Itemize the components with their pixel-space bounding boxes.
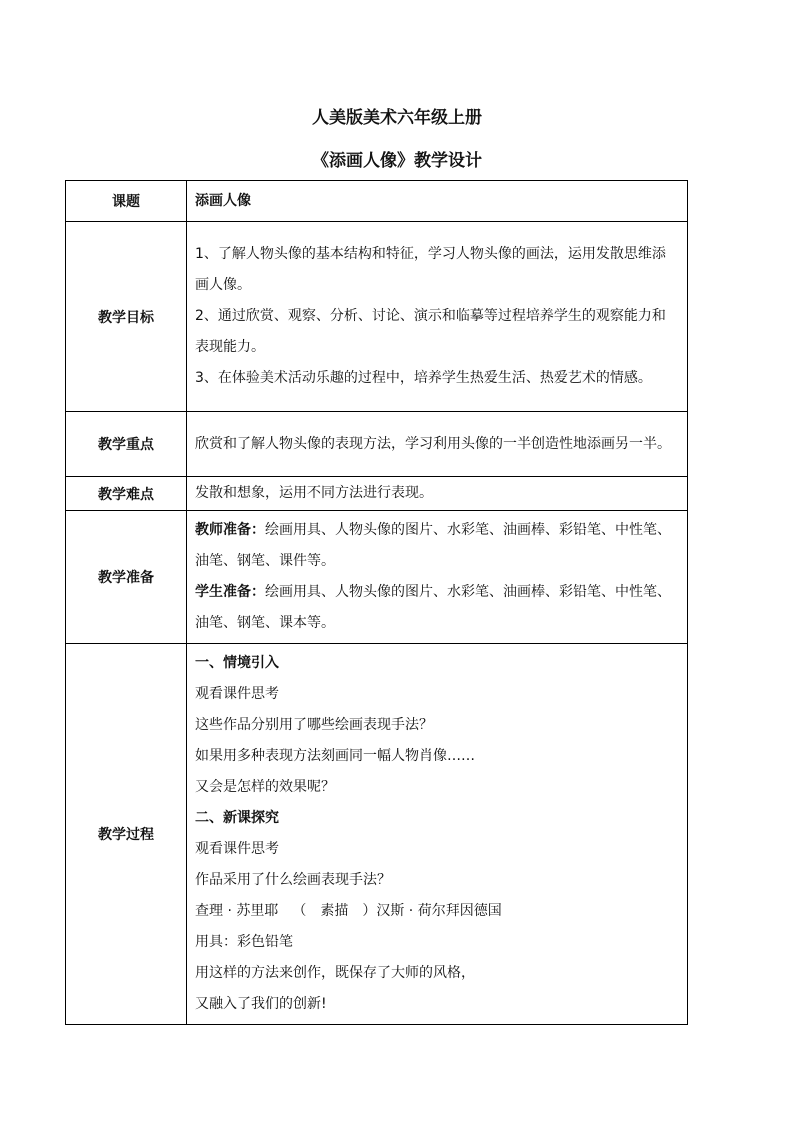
preparation-value xyxy=(187,511,688,644)
section2-after-line-3: 又融入了我们的创新! xyxy=(195,996,327,1012)
section1-line-4: 又会是怎样的效果呢？ xyxy=(195,779,335,795)
section1-line-2: 这些作品分别用了哪些绘画表现手法？ xyxy=(195,717,433,733)
section2-line-2: 作品采用了什么绘画表现手法？ xyxy=(195,872,391,888)
goal-item-1: 1、了解人物头像的基本结构和特征，学习人物头像的画法，运用发散思维添画人像。 xyxy=(195,246,666,293)
preparation-label: 教学准备 xyxy=(66,511,187,644)
paren-open: （ xyxy=(292,903,307,919)
process-value xyxy=(187,644,688,1025)
table-row-key-points xyxy=(66,412,688,477)
goal-item-3: 3、在体验美术活动乐趣的过程中，培养学生热爱生活、热爱艺术的情感。 xyxy=(195,370,652,386)
key-points-value xyxy=(187,412,688,477)
table-row-topic xyxy=(66,181,688,222)
lesson-plan-table xyxy=(65,180,688,1025)
table-row-process xyxy=(66,644,688,1025)
difficulties-label: 教学难点 xyxy=(66,477,187,511)
section1-line-1: 观看课件思考 xyxy=(195,686,279,702)
goals-label: 教学目标 xyxy=(66,222,187,412)
teacher-preparation-text: 绘画用具、人物头像的图片、水彩笔、油画棒、彩铅笔、中性笔、油笔、钢笔、课件等。 xyxy=(195,522,671,569)
key-points-text: 欣赏和了解人物头像的表现方法，学习利用头像的一半创造性地添画另一半。 xyxy=(195,435,671,452)
section1-line-3: 如果用多种表现方法刻画同一幅人物肖像…… xyxy=(195,748,475,764)
section1-title: 一、情境引入 xyxy=(195,655,279,671)
section2-after-line-1: 用具：彩色铅笔 xyxy=(195,934,293,950)
artist-1: 查理 · 苏里耶 xyxy=(195,903,279,919)
table-row-goals xyxy=(66,222,688,412)
technique: 素描 xyxy=(320,903,349,919)
difficulties-value xyxy=(187,477,688,511)
artist-line xyxy=(195,896,679,927)
document-subtitle: 《添画人像》教学设计 xyxy=(312,151,482,171)
process-label: 教学过程 xyxy=(66,644,187,1025)
artist-2: 汉斯 · 荷尔拜因德国 xyxy=(376,903,502,919)
section2-line-1: 观看课件思考 xyxy=(195,841,279,857)
key-points-label: 教学重点 xyxy=(66,412,187,477)
student-preparation xyxy=(195,577,679,639)
topic-value-text: 添画人像 xyxy=(195,192,251,209)
topic-value xyxy=(187,181,688,222)
section2-title: 二、新课探究 xyxy=(195,810,279,826)
section2-after-line-2: 用这样的方法来创作，既保存了大师的风格， xyxy=(195,965,475,981)
paren-close: ） xyxy=(362,903,377,919)
difficulties-text: 发散和想象，运用不同方法进行表现。 xyxy=(195,485,433,501)
teacher-preparation-label: 教师准备： xyxy=(195,522,265,538)
topic-label: 课题 xyxy=(66,181,187,222)
goal-item-2: 2、通过欣赏、观察、分析、讨论、演示和临摹等过程培养学生的观察能力和表现能力。 xyxy=(195,308,666,355)
student-preparation-text: 绘画用具、人物头像的图片、水彩笔、油画棒、彩铅笔、中性笔、油笔、钢笔、课本等。 xyxy=(195,584,671,631)
document-title: 人美版美术六年级上册 xyxy=(312,108,482,128)
student-preparation-label: 学生准备： xyxy=(195,584,265,600)
table-row-preparation xyxy=(66,511,688,644)
table-row-difficulties xyxy=(66,477,688,511)
teacher-preparation xyxy=(195,515,679,577)
goals-value xyxy=(187,222,688,412)
